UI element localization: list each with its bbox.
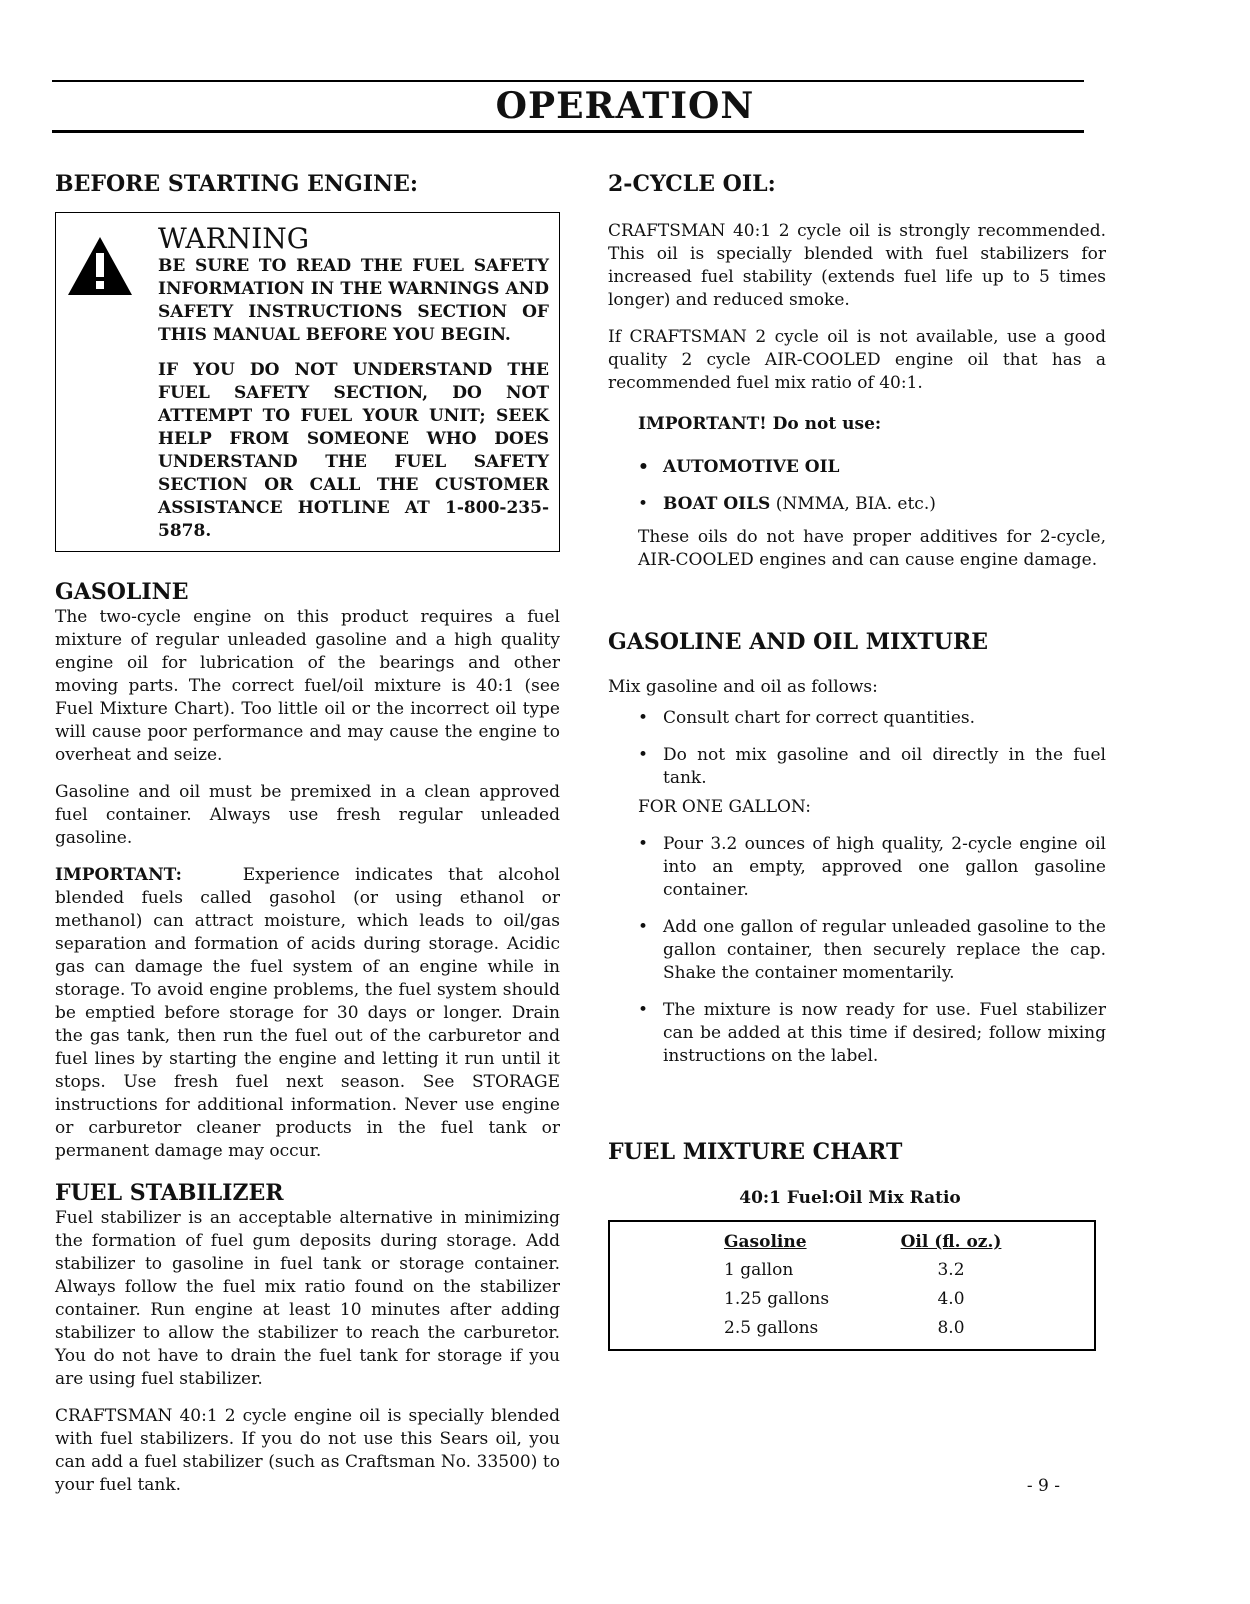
- table-row: [724, 1314, 1006, 1343]
- list-item: • Consult chart for correct quantities.: [608, 707, 1106, 730]
- warning-title: WARNING: [158, 222, 310, 255]
- gasoline-cell: 1 gallon: [724, 1260, 794, 1280]
- warning-text-1: BE SURE TO READ THE FUEL SAFETY INFORMATION IN THE WARNINGS AND SAFETY INSTRUCTIONS SECTION OF THIS MANUAL BEFORE YOU BEGIN.: [158, 256, 549, 345]
- fuel-stabilizer-heading: FUEL STABILIZER: [55, 1180, 284, 1206]
- do-not-use-list: [608, 456, 1106, 516]
- warning-box: [55, 212, 560, 552]
- gasoline-cell: 2.5 gallons: [724, 1318, 819, 1338]
- two-cycle-oil-heading: 2-CYCLE OIL:: [608, 171, 776, 197]
- list-item: • AUTOMOTIVE OIL: [608, 456, 1106, 479]
- top-rule: [52, 80, 1084, 82]
- mixture-intro: Mix gasoline and oil as follows:: [608, 677, 878, 697]
- page-number: - 9 -: [1026, 1476, 1060, 1496]
- page-title: OPERATION: [495, 85, 755, 127]
- warning-icon: [66, 235, 134, 297]
- mixture-heading: GASOLINE AND OIL MIXTURE: [608, 629, 989, 655]
- mixture-list: [608, 707, 1106, 790]
- title-rule: [52, 130, 1084, 133]
- oil-paragraph-2: If CRAFTSMAN 2 cycle oil is not available, use a good quality 2 cycle AIR-COOLED engine oil that has a recommended fuel mix ratio of 40:1.: [608, 327, 1106, 393]
- stabilizer-paragraph-1: Fuel stabilizer is an acceptable alternative in minimizing the formation of fuel gum deposits during storage. Add stabilizer to gasoline in fuel tank or storage container. Always follow the fuel mix ratio found on the stabilizer container. Run engine at least 10 minutes after adding stabilizer to allow the stabilizer to reach the carburetor. You do not have to drain the fuel tank for storage if you are using fuel stabilizer.: [55, 1208, 560, 1389]
- boat-oils-detail: (NMMA, BIA. etc.): [775, 494, 936, 514]
- left-column: [55, 170, 560, 1497]
- list-item: • Do not mix gasoline and oil directly in the fuel tank.: [608, 744, 1106, 790]
- oil-paragraph-1: CRAFTSMAN 40:1 2 cycle oil is strongly recommended. This oil is specially blended with fuel stabilizers for increased fuel stability (extends fuel life up to 5 times longer) and reduced smoke.: [608, 221, 1106, 310]
- for-one-gallon-label: FOR ONE GALLON:: [638, 797, 811, 817]
- right-column: [608, 170, 1106, 1351]
- important-label: IMPORTANT:: [55, 865, 182, 885]
- gasoline-paragraph-1: The two-cycle engine on this product requires a fuel mixture of regular unleaded gasoline and a high quality engine oil for lubrication of the bearings and other moving parts. The correct fuel/oil mixture is 40:1 (see Fuel Mixture Chart). Too little oil or the incorrect oil type will cause poor performance and may cause the engine to overheat and seize.: [55, 607, 560, 765]
- list-item: • Add one gallon of regular unleaded gasoline to the gallon container, then securely replace the cap. Shake the container momentarily.: [608, 916, 1106, 985]
- boat-oils-label: BOAT OILS: [663, 494, 771, 514]
- before-starting-heading: BEFORE STARTING ENGINE:: [55, 171, 419, 197]
- gasoline-heading: GASOLINE: [55, 579, 189, 605]
- list-item: • The mixture is now ready for use. Fuel stabilizer can be added at this time if desired; follow mixing instructions on the label.: [608, 999, 1106, 1068]
- oil-column-header: Oil (fl. oz.): [900, 1232, 1002, 1252]
- gasoline-column-header: Gasoline: [724, 1232, 807, 1252]
- table-row: [724, 1285, 1006, 1314]
- oil-cell: 4.0: [937, 1289, 965, 1309]
- fuel-mixture-table: [608, 1220, 1096, 1351]
- important-text: Experience indicates that alcohol blended fuels called gasohol (or using ethanol or methanol) can attract moisture, which leads to oil/gas separation and formation of acids during storage. Acidic gas can damage the fuel system of an engine while in storage. To avoid engine problems, the fuel system should be emptied before storage for 30 days or longer. Drain the gas tank, then run the fuel out of the carburetor and fuel lines by starting the engine and letting it run until it stops. Use fresh fuel next season. See STORAGE instructions for additional information. Never use engine or carburetor cleaner products in the fuel tank or permanent damage may occur.: [55, 865, 560, 1161]
- gasoline-paragraph-2: Gasoline and oil must be premixed in a clean approved fuel container. Always use fresh regular unleaded gasoline.: [55, 782, 560, 848]
- stabilizer-paragraph-2: CRAFTSMAN 40:1 2 cycle engine oil is specially blended with fuel stabilizers. If you do not use this Sears oil, you can add a fuel stabilizer (such as Craftsman No. 33500) to your fuel tank.: [55, 1406, 560, 1495]
- chart-subtitle: 40:1 Fuel:Oil Mix Ratio: [739, 1188, 961, 1208]
- oil-cell: 3.2: [937, 1260, 965, 1280]
- fuel-mixture-chart-heading: FUEL MIXTURE CHART: [608, 1139, 903, 1165]
- list-item: [608, 493, 1106, 516]
- table-row: [724, 1256, 1006, 1285]
- one-gallon-list: [608, 833, 1106, 1068]
- warning-text-2: IF YOU DO NOT UNDERSTAND THE FUEL SAFETY SECTION, DO NOT ATTEMPT TO FUEL YOUR UNIT; SEEK HELP FROM SOMEONE WHO DOES UNDERSTAND THE FUEL SAFETY SECTION OR CALL THE CUSTOMER ASSISTANCE HOTLINE AT 1-800-235-5878.: [158, 360, 549, 541]
- important-paragraph: [55, 864, 560, 1163]
- gasoline-cell: 1.25 gallons: [724, 1289, 830, 1309]
- do-not-use-label: IMPORTANT! Do not use:: [638, 414, 882, 434]
- oil-paragraph-3: These oils do not have proper additives for 2-cycle, AIR-COOLED engines and can cause engine damage.: [638, 527, 1106, 570]
- list-item: • Pour 3.2 ounces of high quality, 2-cycle engine oil into an empty, approved one gallon gasoline container.: [608, 833, 1106, 902]
- oil-cell: 8.0: [937, 1318, 965, 1338]
